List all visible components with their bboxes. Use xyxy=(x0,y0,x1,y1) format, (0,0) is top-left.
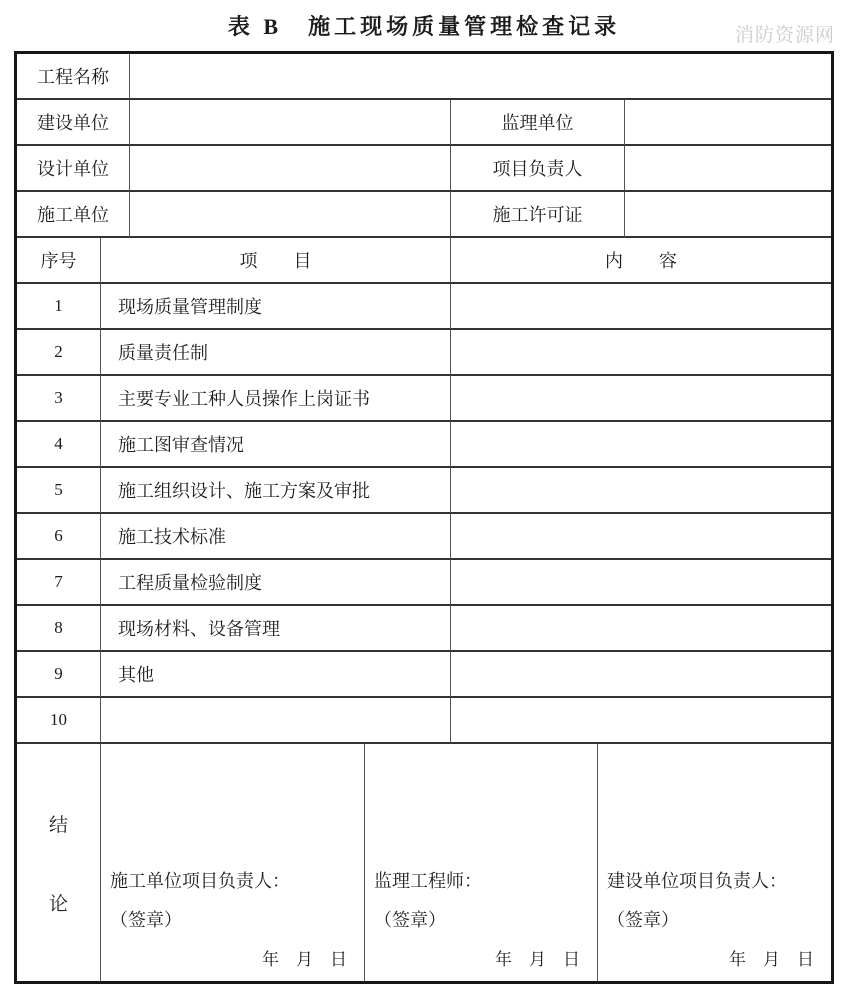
row-content xyxy=(451,514,831,560)
row-index: 7 xyxy=(17,560,101,606)
row-item: 现场材料、设备管理 xyxy=(101,606,451,652)
row-content xyxy=(451,652,831,698)
conclusion-section xyxy=(17,744,831,981)
project-leader-value xyxy=(625,146,831,192)
signer-label: 施工单位项目负责人： xyxy=(110,871,290,891)
signature-cell-supervisor xyxy=(365,744,598,981)
seal-label: （签章） xyxy=(374,910,446,930)
project-name-label: 工程名称 xyxy=(17,54,130,100)
seal-label: （签章） xyxy=(607,910,679,930)
row-item: 现场质量管理制度 xyxy=(101,284,451,330)
row-index: 10 xyxy=(17,698,101,744)
design-unit-label: 设计单位 xyxy=(17,146,130,192)
row-item: 施工图审查情况 xyxy=(101,422,451,468)
row-index: 5 xyxy=(17,468,101,514)
column-header-item: 项 目 xyxy=(101,238,451,284)
date-line: 年 月 日 xyxy=(262,950,347,969)
construction-owner-label: 建设单位 xyxy=(17,100,130,146)
construction-permit-label: 施工许可证 xyxy=(451,192,625,238)
row-content xyxy=(451,376,831,422)
signer-label: 建设单位项目负责人： xyxy=(607,871,787,891)
row-content xyxy=(451,698,831,744)
site-watermark: 消防资源网 xyxy=(734,25,835,46)
conclusion-char: 论 xyxy=(48,893,68,915)
construction-unit-label: 施工单位 xyxy=(17,192,130,238)
conclusion-char: 结 xyxy=(48,814,68,836)
row-index: 2 xyxy=(17,330,101,376)
construction-permit-value xyxy=(625,192,831,238)
supervision-unit-value xyxy=(625,100,831,146)
signer-label: 监理工程师： xyxy=(374,871,482,891)
row-item xyxy=(101,698,451,744)
construction-owner-value xyxy=(130,100,451,146)
row-content xyxy=(451,606,831,652)
row-index: 4 xyxy=(17,422,101,468)
signature-cell-owner xyxy=(598,744,831,981)
construction-unit-value xyxy=(130,192,451,238)
date-line: 年 月 日 xyxy=(495,950,580,969)
row-content xyxy=(451,422,831,468)
date-line: 年 月 日 xyxy=(729,950,814,969)
conclusion-label xyxy=(17,744,101,981)
row-content xyxy=(451,468,831,514)
row-content xyxy=(451,284,831,330)
project-leader-label: 项目负责人 xyxy=(451,146,625,192)
quality-check-table xyxy=(14,51,834,984)
seal-label: （签章） xyxy=(110,910,182,930)
project-name-value xyxy=(130,54,831,100)
column-header-content: 内 容 xyxy=(451,238,831,284)
row-index: 9 xyxy=(17,652,101,698)
row-item: 质量责任制 xyxy=(101,330,451,376)
column-header-index: 序号 xyxy=(17,238,101,284)
row-content xyxy=(451,560,831,606)
row-item: 其他 xyxy=(101,652,451,698)
checklist-section xyxy=(17,238,831,744)
row-index: 8 xyxy=(17,606,101,652)
form-title: 表 B 施工现场质量管理检查记录 xyxy=(227,14,621,39)
row-item: 主要专业工种人员操作上岗证书 xyxy=(101,376,451,422)
row-item: 施工技术标准 xyxy=(101,514,451,560)
row-content xyxy=(451,330,831,376)
row-item: 工程质量检验制度 xyxy=(101,560,451,606)
supervision-unit-label: 监理单位 xyxy=(451,100,625,146)
signature-cell-constructor xyxy=(101,744,365,981)
project-info-section xyxy=(17,54,831,238)
row-index: 6 xyxy=(17,514,101,560)
row-item: 施工组织设计、施工方案及审批 xyxy=(101,468,451,514)
row-index: 3 xyxy=(17,376,101,422)
row-index: 1 xyxy=(17,284,101,330)
design-unit-value xyxy=(130,146,451,192)
